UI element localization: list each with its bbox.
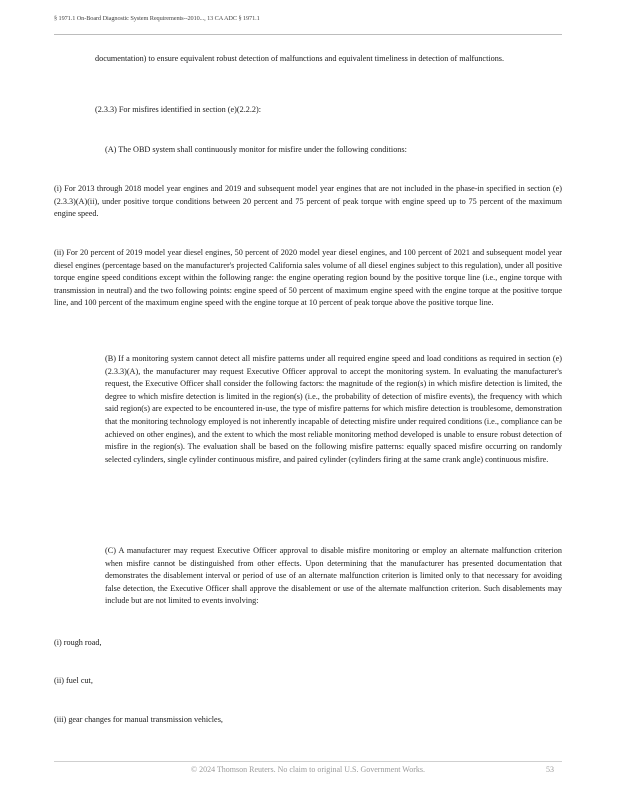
paragraph-i: (i) For 2013 through 2018 model year engines and 2019 and subsequent model year engines that are not included in the phase-in specified in section (e)(2.3.3)(A)(ii), under positive torque conditions between 20 percent and 75 percent of peak torque with engine speed up to 75 percent of the maximum engine speed. <box>54 184 562 219</box>
footer-divider <box>54 761 562 762</box>
list-item-gear-changes: (iii) gear changes for manual transmission vehicles, <box>54 715 223 724</box>
list-item-fuel-cut: (ii) fuel cut, <box>54 676 93 685</box>
header-divider <box>54 34 562 35</box>
running-header: § 1971.1 On-Board Diagnostic System Requirements--2010..., 13 CA ADC § 1971.1 <box>54 15 260 22</box>
paragraph-c: (C) A manufacturer may request Executive Officer approval to disable misfire monitoring or employ an alternate malfunction criterion when misfire cannot be distinguished from other effects. Upon determining that the manufacturer has presented documentation that demonstrates the disablement interval or period of use of an alternate malfunction criterion is limited only to that necessary for avoiding false detection, the Executive Officer shall approve the disablement or use of the alternate malfunction criterion. Such disablements may include but are not limited to events involving: <box>105 546 562 606</box>
continuation-paragraph: documentation) to ensure equivalent robust detection of malfunctions and equivalent timeliness in detection of malfunctions. <box>95 54 505 63</box>
list-item-rough-road: (i) rough road, <box>54 638 102 647</box>
paragraph-a: (A) The OBD system shall continuously monitor for misfire under the following conditions: <box>105 145 407 154</box>
section-2-3-3-heading: (2.3.3) For misfires identified in section (e)(2.2.2): <box>95 105 261 114</box>
paragraph-b: (B) If a monitoring system cannot detect all misfire patterns under all required engine speed and load conditions as required in section (e)(2.3.3)(A), the manufacturer may request Executive Officer approval to accept the monitoring system. In evaluating the manufacturer's request, the Executive Officer shall consider the following factors: the magnitude of the region(s) in which misfire detection is limited, the degree to which misfire detection is limited in the region(s) (i.e., the probability of detection of misfire events), the frequency with which said region(s) are expected to be encountered in-use, the type of misfire patterns for which misfire detection is troublesome, demonstration that the monitoring technology employed is not inherently incapable of detecting misfire under required conditions (i.e., compliance can be achieved on other engines), and the extent to which the most reliable monitoring method developed is unable to ensure robust detection of misfire in the region(s). The evaluation shall be based on the following misfire patterns: equally spaced misfire occurring on randomly selected cylinders, single cylinder continuous misfire, and paired cylinder (cylinders firing at the same crank angle) continuous misfire. <box>105 354 562 464</box>
footer-copyright: © 2024 Thomson Reuters. No claim to original U.S. Government Works. <box>190 765 425 774</box>
paragraph-ii: (ii) For 20 percent of 2019 model year diesel engines, 50 percent of 2020 model year diesel engines, and 100 percent of 2021 and subsequent model year diesel engines (percentage based on the manufacturer's projected California sales volume of all diesel engines subject to this regulation), under all positive torque engine speed conditions except within the following range: the engine operating region bound by the positive torque line (i.e., engine torque with transmission in neutral) and the two following points: engine speed of 50 percent of maximum engine speed with the engine torque at the positive torque line, and 100 percent of the maximum engine speed with the engine torque at 10 percent of peak torque above the positive torque line. <box>54 248 562 308</box>
page-number: 53 <box>546 765 554 774</box>
